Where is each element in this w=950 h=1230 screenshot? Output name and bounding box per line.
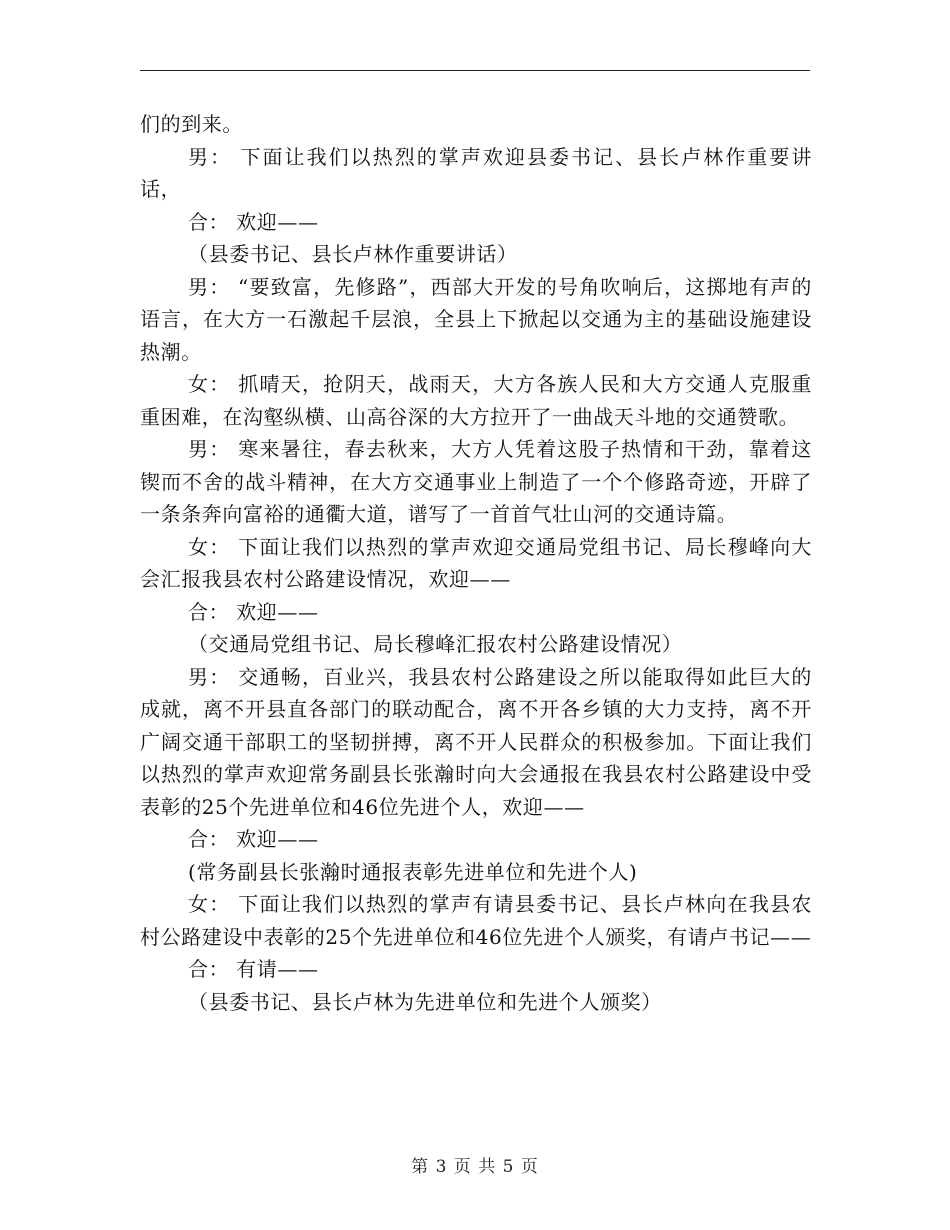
paragraph-chorus: 合： 有请——	[188, 957, 319, 981]
document-body	[140, 108, 812, 1018]
stage-direction: （交通局党组书记、局长穆峰汇报农村公路建设情况）	[188, 632, 683, 656]
paragraph-female-host: 女： 下面让我们以热烈的掌声有请县委书记、县长卢林向在我县农村公路建设中表彰的25个先进单位和46位先进个人颁奖，有请卢书记——	[140, 892, 812, 949]
page-number: 第 3 页 共 5 页	[411, 1157, 539, 1177]
paragraph-male-host: 男： 下面让我们以热烈的掌声欢迎县委书记、县长卢林作重要讲话，	[140, 144, 812, 201]
paragraph-male-host: 男： “要致富，先修路”，西部大开发的号角吹响后，这掷地有声的语言，在大方一石激起千层浪，全县上下掀起以交通为主的基础设施建设热潮。	[140, 274, 812, 364]
paragraph-chorus: 合： 欢迎——	[188, 599, 319, 624]
stage-direction: （县委书记、县长卢林作重要讲话）	[188, 242, 518, 266]
paragraph-male-host: 男： 交通畅，百业兴，我县农村公路建设之所以能取得如此巨大的成就，离不开县直各部门的联动配合，离不开各乡镇的大力支持，离不开广阔交通干部职工的坚韧拼搏，离不开人民群众的积极参加。下面让我们以热烈的掌声欢迎常务副县长张瀚时向大会通报在我县农村公路建设中受表彰的25个先进单位和46位先进个人，欢迎——	[140, 664, 812, 819]
paragraph-continuation: 们的到来。	[140, 112, 243, 136]
paragraph-chorus: 合： 欢迎——	[188, 827, 319, 851]
paragraph-chorus: 合： 欢迎——	[188, 209, 319, 234]
stage-direction: (常务副县长张瀚时通报表彰先进单位和先进个人)	[188, 859, 638, 884]
stage-direction: （县委书记、县长卢林为先进单位和先进个人颁奖）	[188, 989, 662, 1014]
header-rule	[140, 70, 810, 71]
paragraph-female-host: 女： 抓晴天，抢阴天，战雨天，大方各族人民和大方交通人克服重重困难，在沟壑纵横、山高谷深的大方拉开了一曲战天斗地的交通赞歌。	[140, 372, 812, 429]
paragraph-male-host: 男： 寒来暑往，春去秋来，大方人凭着这股子热情和干劲，靠着这锲而不舍的战斗精神，在大方交通事业上制造了一个个修路奇迹，开辟了一条条奔向富裕的通衢大道，谱写了一首首气壮山河的交通诗篇。	[140, 437, 812, 526]
paragraph-female-host: 女： 下面让我们以热烈的掌声欢迎交通局党组书记、局长穆峰向大会汇报我县农村公路建设情况，欢迎——	[140, 534, 812, 591]
